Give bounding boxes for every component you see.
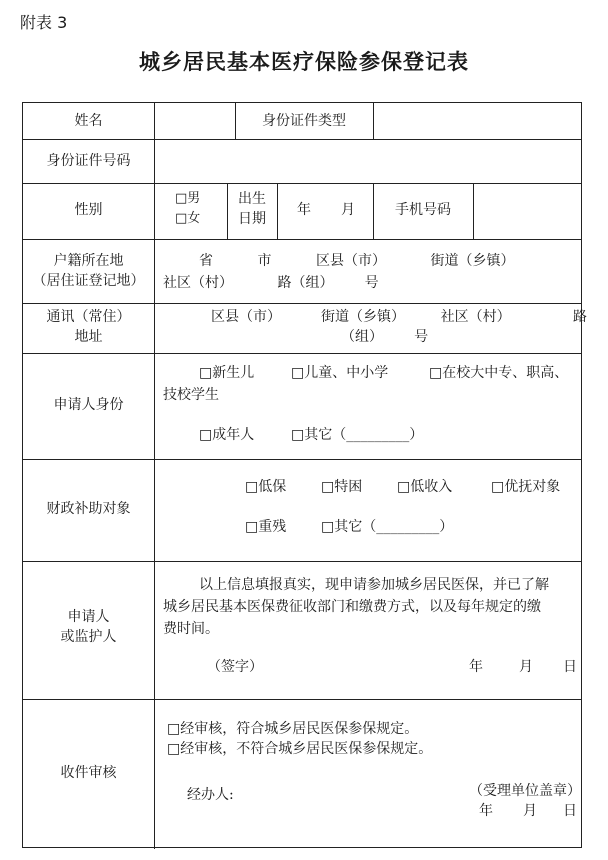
address-label-line2: 地址	[74, 329, 103, 345]
applicant-label-line2: 或监护人	[60, 629, 117, 645]
row-divider	[23, 139, 581, 140]
adult-checkbox[interactable]: □成年人	[199, 427, 255, 443]
row-divider	[23, 239, 581, 240]
declaration-line1: 以上信息填报真实，现申请参加城乡居民医保，并已了解	[199, 577, 549, 593]
subsidy-label: 财政补助对象	[46, 501, 131, 517]
row-divider	[23, 699, 581, 700]
id-type-label: 身份证件类型	[262, 113, 346, 129]
id-number-label: 身份证件号码	[46, 153, 131, 169]
registration-form	[22, 102, 587, 848]
applicant-identity-label: 申请人身份	[53, 397, 124, 413]
declaration-line2: 城乡居民基本医保费征收部门和缴费方式，以及每年规定的缴	[163, 599, 541, 615]
review-approved-checkbox[interactable]: □经审核，符合城乡居民医保参保规定。	[167, 721, 419, 737]
college-student-continuation: 技校学生	[163, 387, 219, 403]
birth-month-label: 月	[341, 202, 355, 218]
household-line1: 省 市 区县（市） 街道（乡镇）	[199, 253, 515, 269]
subsidy-other-checkbox[interactable]: □其它（_________）	[321, 519, 454, 535]
signature-label: （签字）	[207, 659, 263, 675]
cell-divider	[373, 103, 374, 139]
form-title: 城乡居民基本医疗保险参保登记表	[139, 49, 469, 74]
youfu-checkbox[interactable]: □优抚对象	[491, 479, 561, 495]
sign-year-label: 年	[469, 659, 483, 675]
phone-label: 手机号码	[395, 202, 451, 218]
low-income-checkbox[interactable]: □低收入	[397, 479, 453, 495]
birth-label-line1: 出生	[238, 191, 266, 207]
applicant-label-line1: 申请人	[67, 609, 110, 625]
household-label-line2: （居住证登记地）	[32, 273, 145, 289]
row-divider	[23, 303, 581, 304]
cell-divider	[277, 183, 278, 239]
review-year-label: 年	[479, 803, 493, 819]
identity-other-checkbox[interactable]: □其它（_________）	[291, 427, 424, 443]
row-divider	[23, 561, 581, 562]
birth-year-label: 年	[297, 202, 311, 218]
address-label-line1: 通讯（常住）	[46, 309, 131, 325]
college-student-checkbox[interactable]: □在校大中专、职高、	[429, 365, 569, 381]
tekun-checkbox[interactable]: □特困	[321, 479, 363, 495]
address-line1: 区县（市） 街道（乡镇） 社区（村） 路	[211, 309, 587, 325]
gender-label: 性别	[74, 202, 103, 218]
disabled-checkbox[interactable]: □重残	[245, 519, 287, 535]
household-label-line1: 户籍所在地	[53, 253, 124, 269]
student-checkbox[interactable]: □儿童、中小学	[291, 365, 389, 381]
sign-day-label: 日	[563, 659, 577, 675]
review-month-label: 月	[523, 803, 537, 819]
cell-divider	[473, 183, 474, 239]
review-rejected-checkbox[interactable]: □经审核，不符合城乡居民医保参保规定。	[167, 741, 433, 757]
row-divider	[23, 459, 581, 460]
dibao-checkbox[interactable]: □低保	[245, 479, 287, 495]
name-label: 姓名	[74, 113, 103, 129]
handler-label: 经办人:	[187, 787, 234, 803]
sign-month-label: 月	[519, 659, 533, 675]
stamp-label: （受理单位盖章）	[469, 783, 581, 799]
label-column-divider	[154, 103, 155, 849]
declaration-line3: 费时间。	[163, 621, 219, 637]
review-day-label: 日	[563, 803, 577, 819]
household-line2: 社区（村） 路（组） 号	[163, 275, 379, 291]
male-checkbox[interactable]: □男	[175, 191, 201, 206]
row-divider	[23, 353, 581, 354]
review-label: 收件审核	[60, 765, 117, 781]
row-divider	[23, 183, 581, 184]
newborn-checkbox[interactable]: □新生儿	[199, 365, 255, 381]
birth-label-line2: 日期	[238, 211, 266, 227]
appendix-number: 附表 3	[20, 13, 68, 32]
female-checkbox[interactable]: □女	[175, 211, 201, 226]
address-line2: （组） 号	[341, 329, 429, 345]
